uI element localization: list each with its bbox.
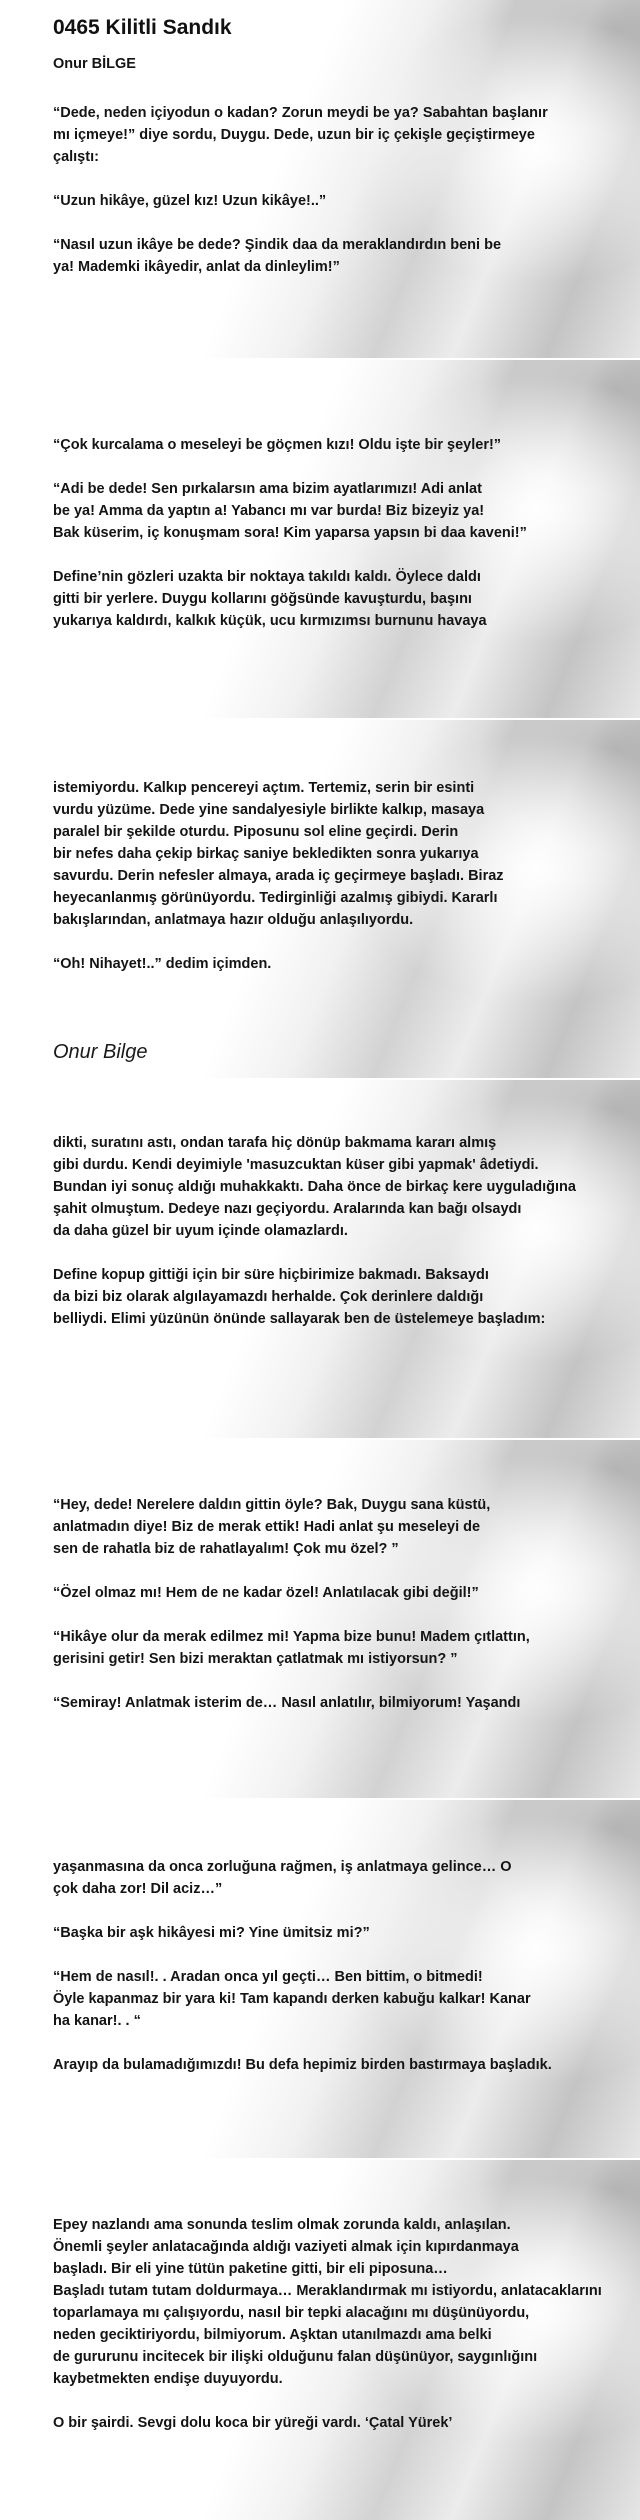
text-line: neden geciktiriyordu, bilmiyorum. Aşktan utanılmazdı ama belki — [53, 2327, 492, 2343]
paragraph-break — [53, 1944, 636, 1966]
document-page-6 — [0, 1800, 640, 2158]
document-page-2 — [0, 360, 640, 718]
text-line: “Başka bir aşk hikâyesi mi? Yine ümitsiz mi?” — [53, 1925, 370, 1941]
text-line: “Uzun hikâye, güzel kız! Uzun kikâye!..” — [53, 193, 327, 209]
document-page-5 — [0, 1440, 640, 1798]
text-line: ha kanar!. . “ — [53, 2013, 141, 2029]
text-line: Önemli şeyler anlatacağında aldığı vaziyeti almak için kıpırdanmaya — [53, 2239, 519, 2255]
text-line: paralel bir şekilde oturdu. Piposunu sol eline geçirdi. Derin — [53, 824, 459, 840]
text-line: “Oh! Nihayet!..” dedim içimden. — [53, 956, 272, 972]
document-page-7 — [0, 2160, 640, 2520]
text-line: mı içmeye!” diye sordu, Duygu. Dede, uzun bir iç çekişle geçiştirmeye — [53, 127, 535, 143]
text-line: da bizi biz olarak algılayamazdı herhalde. Çok derinlere daldığı — [53, 1289, 484, 1305]
paragraph-break — [53, 931, 636, 953]
text-line: Bundan iyi sonuç aldığı muhakkaktı. Daha önce de birkaç kere uyguladığına — [53, 1179, 576, 1195]
text-line: “Çok kurcalama o meseleyi be göçmen kızı! Oldu işte bir şeyler!” — [53, 437, 502, 453]
text-line: “Özel olmaz mı! Hem de ne kadar özel! Anlatılacak gibi değil!” — [53, 1585, 479, 1601]
page-text — [53, 102, 636, 278]
paragraph-break — [53, 1604, 636, 1626]
paragraph-break — [53, 544, 636, 566]
text-line: de gururunu incitecek bir ilişki olduğunu falan düşünüyor, saygınlığını — [53, 2349, 538, 2365]
document-page-1 — [0, 0, 640, 358]
text-line: toparlamaya mı çalışıyordu, nasıl bir tepki alacağını mı düşünüyordu, — [53, 2305, 530, 2321]
text-line: “Adi be dede! Sen pırkalarsın ama bizim ayatlarımızı! Adi anlat — [53, 481, 482, 497]
paragraph-break — [53, 1242, 636, 1264]
text-line: istemiyordu. Kalkıp pencereyi açtım. Tertemiz, serin bir esinti — [53, 780, 475, 796]
text-line: çalıştı: — [53, 149, 99, 165]
text-line: anlatmadın diye! Biz de merak ettik! Hadi anlat şu meseleyi de — [53, 1519, 481, 1535]
document-author: Onur BİLGE — [53, 56, 136, 72]
page-text — [53, 1132, 636, 1330]
text-line: kaybetmekten endişe duyuyordu. — [53, 2371, 283, 2387]
text-line: heyecanlanmış görünüyordu. Tedirginliği azalmış gibiydi. Kararlı — [53, 890, 498, 906]
text-line: yukarıya kaldırdı, kalkık küçük, ucu kırmızımsı burnunu havaya — [53, 613, 487, 629]
text-line: be ya! Amma da yaptın a! Yabancı mı var burda! Biz bizeyiz ya! — [53, 503, 485, 519]
text-line: O bir şairdi. Sevgi dolu koca bir yüreği vardı. ‘Çatal Yürek’ — [53, 2415, 453, 2431]
paragraph-break — [53, 168, 636, 190]
text-line: dikti, suratını astı, ondan tarafa hiç dönüp bakmama kararı almış — [53, 1135, 497, 1151]
author-signature: Onur Bilge — [53, 1041, 148, 1063]
paragraph-break — [53, 1670, 636, 1692]
text-line: bakışlarından, anlatmaya hazır olduğu anlaşılıyordu. — [53, 912, 414, 928]
paragraph-break — [53, 2390, 636, 2412]
text-line: “Hikâye olur da merak edilmez mi! Yapma bize bunu! Madem çıtlattın, — [53, 1629, 530, 1645]
text-line: da daha güzel bir uyum içinde olamazlardı. — [53, 1223, 348, 1239]
page-text — [53, 1494, 636, 1714]
page-text — [53, 1856, 636, 2076]
text-line: Define’nin gözleri uzakta bir noktaya takıldı kaldı. Öylece daldı — [53, 569, 481, 585]
text-line: başladı. Bir eli yine tütün paketine gitti, bir eli piposuna… — [53, 2261, 448, 2277]
text-line: Define kopup gittiği için bir süre hiçbirimize bakmadı. Baksaydı — [53, 1267, 489, 1283]
text-line: gitti bir yerlere. Duygu kollarını göğsünde kavuşturdu, başını — [53, 591, 472, 607]
text-line: gibi durdu. Kendi deyimiyle 'masuzcuktan küser gibi yapmak' âdetiydi. — [53, 1157, 539, 1173]
page-text — [53, 777, 636, 975]
text-line: çok daha zor! Dil aciz…” — [53, 1881, 223, 1897]
text-line: “Hem de nasıl!. . Aradan onca yıl geçti… Ben bittim, o bitmedi! — [53, 1969, 483, 1985]
text-line: Bak küserim, iç konuşmam sora! Kim yaparsa yapsın bi daa kaveni!” — [53, 525, 527, 541]
paragraph-break — [53, 1900, 636, 1922]
text-line: vurdu yüzüme. Dede yine sandalyesiyle birlikte kalkıp, masaya — [53, 802, 485, 818]
text-line: gerisini getir! Sen bizi meraktan çatlatmak mı istiyorsun? ” — [53, 1651, 458, 1667]
text-line: “Dede, neden içiyodun o kadan? Zorun meydi be ya? Sabahtan başlanır — [53, 105, 548, 121]
text-line: yaşanmasına da onca zorluğuna rağmen, iş anlatmaya gelince… O — [53, 1859, 512, 1875]
text-line: Öyle kapanmaz bir yara ki! Tam kapandı derken kabuğu kalkar! Kanar — [53, 1991, 531, 2007]
text-line: Epey nazlandı ama sonunda teslim olmak zorunda kaldı, anlaşılan. — [53, 2217, 511, 2233]
text-line: ya! Mademki ikâyedir, anlat da dinleylim!” — [53, 259, 340, 275]
paragraph-break — [53, 456, 636, 478]
text-line: şahit olmuştum. Dedeye nazı geçiyordu. Aralarında kan bağı olsaydı — [53, 1201, 522, 1217]
text-line: savurdu. Derin nefesler almaya, arada iç geçirmeye başladı. Biraz — [53, 868, 504, 884]
text-line: Başladı tutam tutam doldurmaya… Meraklandırmak mı istiyordu, anlatacaklarını — [53, 2283, 602, 2299]
text-line: “Nasıl uzun ikâye be dede? Şindik daa da meraklandırdın beni be — [53, 237, 502, 253]
document-page-3 — [0, 720, 640, 1078]
paragraph-break — [53, 212, 636, 234]
text-line: Arayıp da bulamadığımızdı! Bu defa hepimiz birden bastırmaya başladık. — [53, 2057, 552, 2073]
text-line: “Semiray! Anlatmak isterim de… Nasıl anlatılır, bilmiyorum! Yaşandı — [53, 1695, 521, 1711]
page-text — [53, 2214, 636, 2434]
paragraph-break — [53, 2032, 636, 2054]
document-title: 0465 Kilitli Sandık — [53, 16, 232, 39]
page-text — [53, 434, 636, 632]
text-line: bir nefes daha çekip birkaç saniye bekledikten sonra yukarıya — [53, 846, 479, 862]
text-line: “Hey, dede! Nerelere daldın gittin öyle? Bak, Duygu sana küstü, — [53, 1497, 491, 1513]
text-line: belliydi. Elimi yüzünün önünde sallayarak ben de üstelemeye başladım: — [53, 1311, 546, 1327]
document-page-4 — [0, 1080, 640, 1438]
paragraph-break — [53, 1560, 636, 1582]
text-line: sen de rahatla biz de rahatlayalım! Çok mu özel? ” — [53, 1541, 399, 1557]
